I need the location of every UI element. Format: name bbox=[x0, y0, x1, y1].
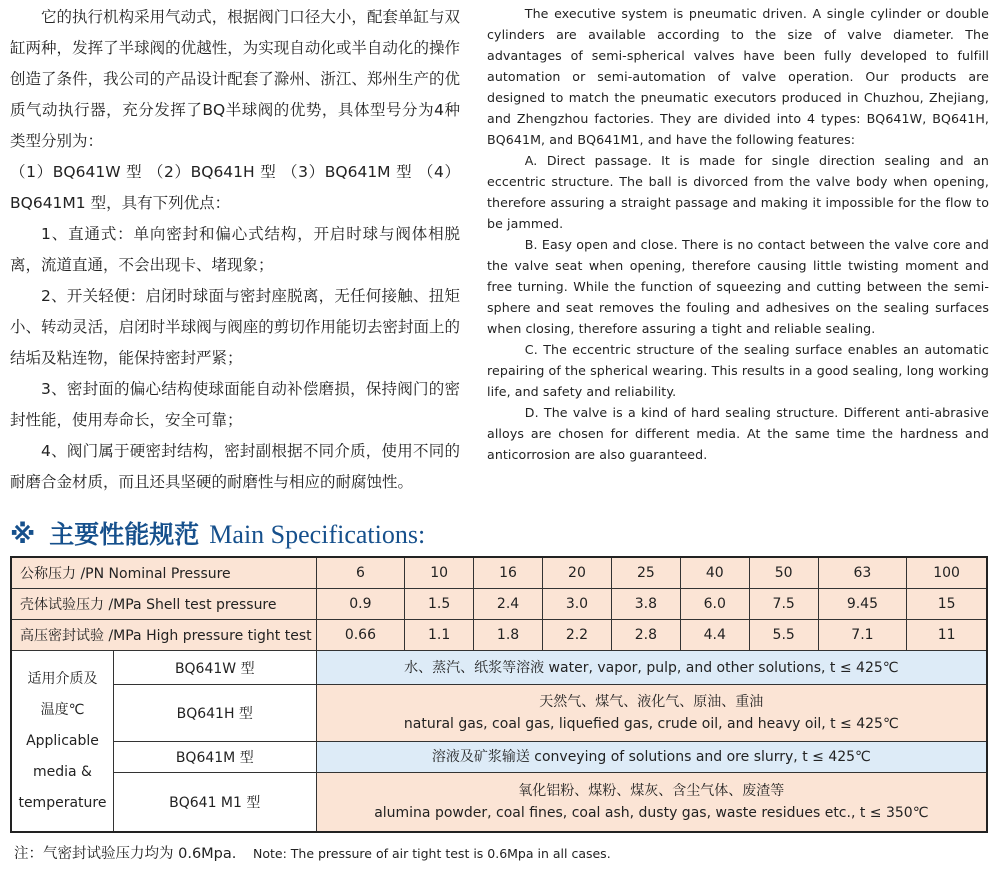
table-cell: 20 bbox=[543, 557, 612, 589]
model-cell-bq641m1: BQ641 M1 型 bbox=[113, 773, 316, 833]
table-cell: 15 bbox=[907, 589, 987, 620]
en-paragraph-feature-c: C. The eccentric structure of the sealing surface enables an automatic repairing of the spherical wearing. This results in a good sealing, long working life, and safety and reliability. bbox=[487, 342, 989, 399]
specifications-heading-en: Main Specifications: bbox=[209, 520, 426, 549]
table-cell: 16 bbox=[474, 557, 543, 589]
reference-mark-icon: ※ bbox=[10, 520, 36, 550]
specifications-heading bbox=[10, 515, 425, 551]
table-cell: 25 bbox=[611, 557, 680, 589]
media-cell-bq641h bbox=[316, 685, 987, 742]
table-row-media-bq641m1 bbox=[11, 773, 987, 833]
table-cell: 7.1 bbox=[818, 620, 907, 651]
table-cell: 5.5 bbox=[749, 620, 818, 651]
table-cell: 10 bbox=[405, 557, 474, 589]
table-cell: 3.8 bbox=[611, 589, 680, 620]
cn-paragraph-feature-1: 1、直通式：单向密封和偏心式结构，开启时球与阀体相脱离，流道直通，不会出现卡、堵现象； bbox=[10, 225, 460, 274]
media-text: 水、蒸汽、纸浆等溶液 water, vapor, pulp, and other solutions, t ≤ 425℃ bbox=[404, 659, 899, 676]
table-cell: 7.5 bbox=[749, 589, 818, 620]
media-cell-bq641w bbox=[316, 651, 987, 685]
media-label-line: 适用介质及 bbox=[27, 670, 98, 687]
table-cell: 1.1 bbox=[405, 620, 474, 651]
media-label-line: 温度℃ bbox=[40, 701, 85, 718]
media-label-line: Applicable bbox=[26, 732, 99, 749]
table-cell: 63 bbox=[818, 557, 907, 589]
cn-paragraph-feature-4: 4、阀门属于硬密封结构，密封副根据不同介质，使用不同的耐磨合金材质，而且还具坚硬的耐磨性与相应的耐腐蚀性。 bbox=[10, 442, 460, 491]
specifications-table bbox=[10, 556, 988, 833]
applicable-media-label bbox=[11, 651, 113, 833]
footnote bbox=[14, 842, 611, 863]
cn-paragraph-feature-3: 3、密封面的偏心结构使球面能自动补偿磨损，保持阀门的密封性能，使用寿命长，安全可靠； bbox=[10, 380, 460, 429]
model-cell-bq641w: BQ641W 型 bbox=[113, 651, 316, 685]
model-cell-bq641m: BQ641M 型 bbox=[113, 742, 316, 773]
media-cell-bq641m1 bbox=[316, 773, 987, 833]
en-paragraph-feature-b: B. Easy open and close. There is no contact between the valve core and the valve seat when opening, therefore causing little twisting moment and free turning. While the function of squeezing and cutting between the semi-sphere and seat removes the fouling and adhesives on the sealing surfaces when closing, therefore assuring a tight and reliable sealing. bbox=[487, 237, 989, 336]
table-row-shell-test-pressure bbox=[11, 589, 987, 620]
row-label-shell-test-pressure: 壳体试验压力 /MPa Shell test pressure bbox=[11, 589, 316, 620]
en-paragraph-feature-d: D. The valve is a kind of hard sealing structure. Different anti-abrasive alloys are chosen for different media. At the same time the hardness and anticorrosion are also guaranteed. bbox=[487, 405, 989, 462]
cn-paragraph-types: （1）BQ641W 型 （2）BQ641H 型 （3）BQ641M 型 （4）BQ641M1 型，具有下列优点： bbox=[10, 163, 460, 212]
footnote-cn: 注：气密封试验压力均为 0.6Mpa. bbox=[14, 846, 237, 862]
table-cell: 6.0 bbox=[680, 589, 749, 620]
table-row-media-bq641w bbox=[11, 651, 987, 685]
table-cell: 0.66 bbox=[316, 620, 405, 651]
table-cell: 2.4 bbox=[474, 589, 543, 620]
english-description bbox=[487, 3, 989, 465]
table-row-high-pressure-tight-test bbox=[11, 620, 987, 651]
table-cell: 40 bbox=[680, 557, 749, 589]
media-cell-bq641m bbox=[316, 742, 987, 773]
table-cell: 3.0 bbox=[543, 589, 612, 620]
cn-paragraph-intro: 它的执行机构采用气动式，根据阀门口径大小，配套单缸与双缸两种，发挥了半球阀的优越性，为实现自动化或半自动化的操作创造了条件，我公司的产品设计配套了滁州、浙江、郑州生产的优质气动执行器，充分发挥了BQ半球阀的优势，具体型号分为4种类型分别为： bbox=[10, 8, 460, 150]
table-cell: 1.8 bbox=[474, 620, 543, 651]
table-cell: 2.8 bbox=[611, 620, 680, 651]
table-row-nominal-pressure bbox=[11, 557, 987, 589]
table-cell: 9.45 bbox=[818, 589, 907, 620]
table-cell: 11 bbox=[907, 620, 987, 651]
en-paragraph-feature-a: A. Direct passage. It is made for single direction sealing and an eccentric structure. The ball is divorced from the valve body when opening, therefore assuring a straight passage and making it impossible for the flow to be jammed. bbox=[487, 153, 989, 231]
table-cell: 1.5 bbox=[405, 589, 474, 620]
table-row-media-bq641m bbox=[11, 742, 987, 773]
specifications-heading-cn: 主要性能规范 bbox=[49, 520, 200, 549]
media-label-line: temperature bbox=[18, 794, 107, 811]
table-cell: 6 bbox=[316, 557, 405, 589]
table-cell: 4.4 bbox=[680, 620, 749, 651]
table-cell: 0.9 bbox=[316, 589, 405, 620]
footnote-en: Note: The pressure of air tight test is 0.6Mpa in all cases. bbox=[253, 846, 611, 861]
media-text-cn: 天然气、煤气、液化气、原油、重油 bbox=[539, 694, 764, 710]
media-text-en: alumina powder, coal fines, coal ash, dusty gas, waste residues etc., t ≤ 350℃ bbox=[374, 805, 929, 821]
table-cell: 100 bbox=[907, 557, 987, 589]
en-paragraph-intro: The executive system is pneumatic driven. A single cylinder or double cylinders are available according to the size of valve diameter. The advantages of semi-spherical valves have been fully developed to fulfill automation or semi-automation of valve operation. Our products are designed to match the pneumatic executors produced in Chuzhou, Zhejiang, and Zhengzhou factories. They are divided into 4 types: BQ641W, BQ641H, BQ641M, and BQ641M1, and have the following features: bbox=[487, 6, 989, 147]
media-text: 溶液及矿浆输送 conveying of solutions and ore slurry, t ≤ 425℃ bbox=[431, 749, 871, 765]
cn-paragraph-feature-2: 2、开关轻便：启闭时球面与密封座脱离，无任何接触、扭矩小、转动灵活，启闭时半球阀与阀座的剪切作用能切去密封面上的结垢及粘连物，能保持密封严紧； bbox=[10, 287, 460, 367]
row-label-high-pressure-tight-test: 高压密封试验 /MPa High pressure tight test bbox=[11, 620, 316, 651]
model-cell-bq641h: BQ641H 型 bbox=[113, 685, 316, 742]
row-label-nominal-pressure: 公称压力 /PN Nominal Pressure bbox=[11, 557, 316, 589]
table-row-media-bq641h bbox=[11, 685, 987, 742]
table-cell: 2.2 bbox=[543, 620, 612, 651]
media-text-cn: 氧化铝粉、煤粉、煤灰、含尘气体、废渣等 bbox=[518, 783, 785, 799]
chinese-description bbox=[10, 2, 460, 498]
table-cell: 50 bbox=[749, 557, 818, 589]
media-text-en: natural gas, coal gas, liquefied gas, crude oil, and heavy oil, t ≤ 425℃ bbox=[403, 716, 899, 732]
media-label-line: media & bbox=[32, 763, 92, 780]
